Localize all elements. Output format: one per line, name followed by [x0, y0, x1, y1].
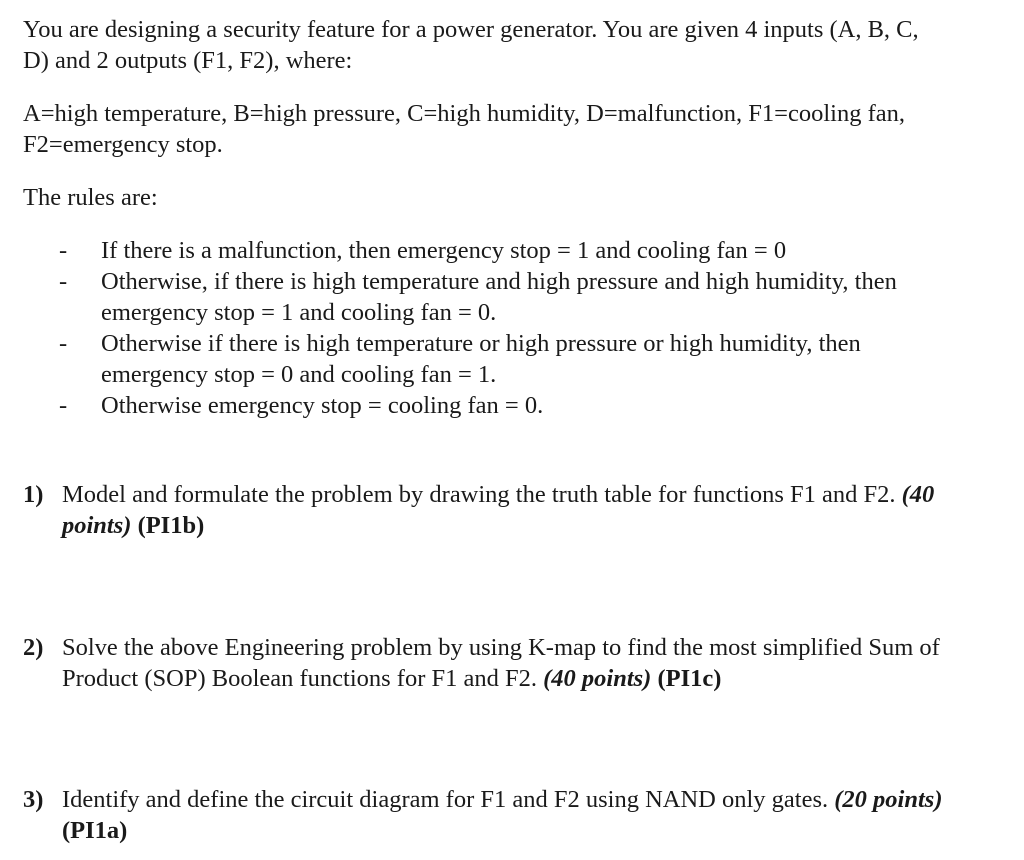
question-points: (40 points)	[543, 665, 652, 692]
rule-item	[23, 235, 1023, 266]
question-points: (20 points)	[834, 786, 943, 813]
rule-text: Otherwise emergency stop = cooling fan = 0.	[101, 392, 544, 419]
question-text: Model and formulate the problem by drawing the truth table for functions F1 and F2.	[62, 481, 896, 508]
rule-bullet: -	[59, 268, 68, 295]
rule-text: emergency stop = 0 and cooling fan = 1.	[101, 361, 497, 388]
definitions-line-1: A=high temperature, B=high pressure, C=high humidity, D=malfunction, F1=cooling fan,	[23, 100, 905, 127]
rule-item	[23, 266, 1023, 328]
question-code: (PI1a)	[62, 817, 128, 844]
question-number: 2)	[23, 634, 44, 661]
question-2	[23, 632, 1023, 694]
rule-item	[23, 328, 1023, 390]
question-code: (PI1c)	[657, 665, 722, 692]
intro-line-1: You are designing a security feature for a power generator. You are given 4 inputs (A, B, C,	[23, 16, 919, 43]
question-points: points)	[62, 512, 132, 539]
question-text: Product (SOP) Boolean functions for F1 and F2.	[62, 665, 537, 692]
rule-text: If there is a malfunction, then emergency stop = 1 and cooling fan = 0	[101, 237, 787, 264]
rules-heading: The rules are:	[23, 184, 158, 211]
rule-text: Otherwise, if there is high temperature and high pressure and high humidity, then	[101, 268, 897, 295]
rule-item	[23, 390, 1023, 421]
document-page	[23, 14, 1023, 846]
question-text: Identify and define the circuit diagram for F1 and F2 using NAND only gates.	[62, 786, 829, 813]
definitions-paragraph	[23, 98, 1023, 160]
intro-line-2: D) and 2 outputs (F1, F2), where:	[23, 47, 353, 74]
intro-paragraph	[23, 14, 1023, 76]
question-number: 3)	[23, 786, 44, 813]
question-1	[23, 479, 1023, 541]
question-text: Solve the above Engineering problem by using K-map to find the most simplified Sum of	[62, 634, 940, 661]
definitions-line-2: F2=emergency stop.	[23, 131, 223, 158]
rule-bullet: -	[59, 392, 68, 419]
question-points: (40	[901, 481, 935, 508]
question-number: 1)	[23, 481, 44, 508]
rule-text: Otherwise if there is high temperature or high pressure or high humidity, then	[101, 330, 861, 357]
rule-bullet: -	[59, 237, 68, 264]
question-3	[23, 784, 1023, 846]
question-code: (PI1b)	[137, 512, 205, 539]
rule-bullet: -	[59, 330, 68, 357]
rule-text: emergency stop = 1 and cooling fan = 0.	[101, 299, 497, 326]
rules-list	[23, 235, 1023, 421]
